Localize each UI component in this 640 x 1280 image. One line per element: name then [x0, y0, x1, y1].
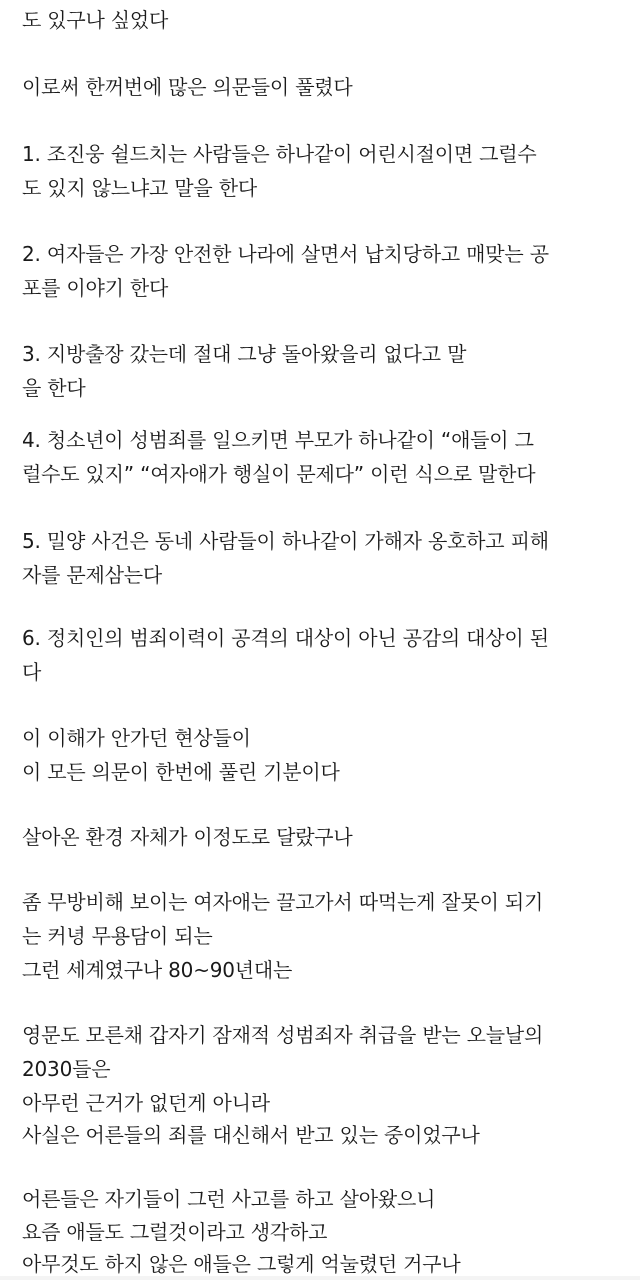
- text-line: 이 모든 의문이 한번에 풀린 기분이다: [22, 760, 340, 784]
- text-line: 어른들은 자기들이 그런 사고를 하고 살아왔으니: [22, 1187, 436, 1211]
- text-line: 6. 정치인의 범죄이력이 공격의 대상이 아닌 공감의 대상이 된: [22, 626, 549, 650]
- text-line: 4. 청소년이 성범죄를 일으키면 부모가 하나같이 “애들이 그: [22, 428, 534, 452]
- text-line: 2030들은: [22, 1057, 111, 1081]
- text-line: 을 한다: [22, 376, 86, 400]
- text-line: 는 커녕 무용담이 되는: [22, 924, 213, 948]
- text-line: 이 이해가 안가던 현상들이: [22, 726, 251, 750]
- text-line: 럴수도 있지” “여자애가 행실이 문제다” 이런 식으로 말한다: [22, 462, 536, 486]
- text-line: 아무것도 하지 않은 애들은 그렇게 억눌렸던 거구나: [22, 1252, 461, 1276]
- text-line: 이로써 한꺼번에 많은 의문들이 풀렸다: [22, 75, 353, 99]
- text-line: 1. 조진웅 쉴드치는 사람들은 하나같이 어린시절이면 그럴수: [22, 142, 537, 166]
- text-line: 도 있지 않느냐고 말을 한다: [22, 176, 257, 200]
- text-line: 영문도 모른채 갑자기 잠재적 성범죄자 취급을 받는 오늘날의: [22, 1023, 544, 1047]
- text-line: 사실은 어른들의 죄를 대신해서 받고 있는 중이었구나: [22, 1123, 480, 1147]
- text-line: 아무런 근거가 없던게 아니라: [22, 1091, 270, 1115]
- text-line: 요즘 애들도 그럴것이라고 생각하고: [22, 1220, 328, 1244]
- page-bottom-edge: [0, 1276, 640, 1280]
- text-line: 포를 이야기 한다: [22, 276, 169, 300]
- text-line: 2. 여자들은 가장 안전한 나라에 살면서 납치당하고 매맞는 공: [22, 242, 549, 266]
- text-line: 다: [22, 660, 42, 684]
- text-line: 좀 무방비해 보이는 여자애는 끌고가서 따먹는게 잘못이 되기: [22, 890, 544, 914]
- text-line: 그런 세계였구나 80~90년대는: [22, 958, 293, 982]
- text-line: 3. 지방출장 갔는데 절대 그냥 돌아왔을리 없다고 말: [22, 342, 467, 366]
- text-line: 도 있구나 싶었다: [22, 8, 169, 32]
- text-line: 5. 밀양 사건은 동네 사람들이 하나같이 가해자 옹호하고 피해: [22, 529, 549, 553]
- text-line: 자를 문제삼는다: [22, 563, 162, 587]
- text-line: 살아온 환경 자체가 이정도로 달랐구나: [22, 825, 353, 849]
